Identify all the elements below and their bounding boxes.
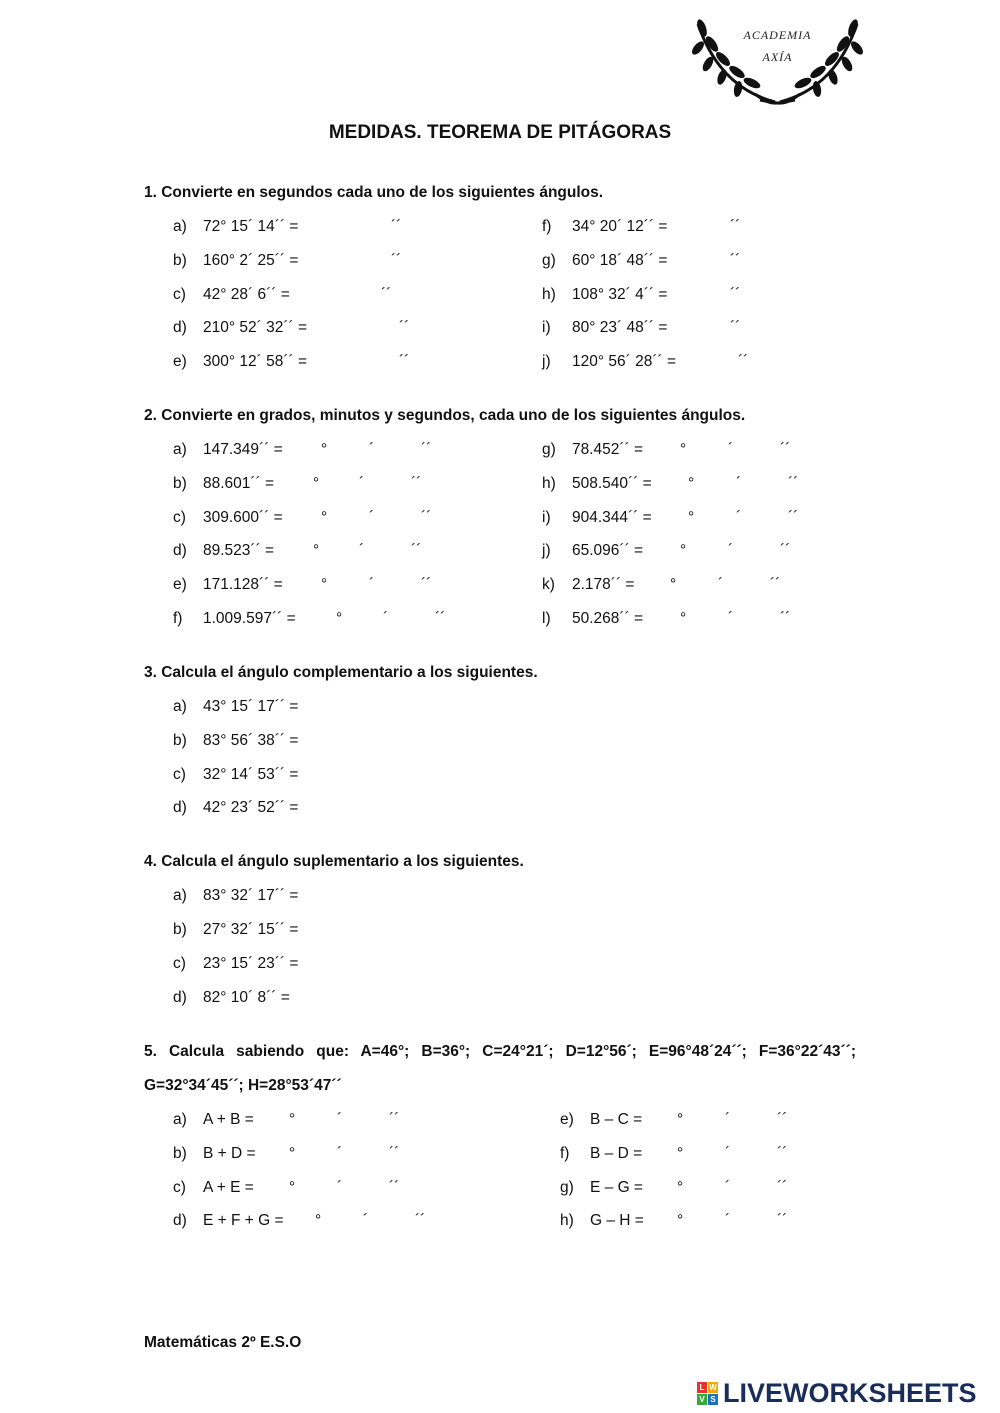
item-expression: 210° 52´ 32´´ = — [203, 319, 307, 336]
second-mark: ´´ — [435, 610, 446, 627]
item-label: i) — [542, 319, 551, 336]
second-mark: ´´ — [421, 441, 432, 458]
minute-mark: ´ — [718, 576, 724, 593]
item-label: e) — [173, 576, 187, 593]
answer-seconds-mark: ´´ — [399, 319, 410, 336]
item-expression: 42° 23´ 52´´ = — [203, 799, 299, 816]
degree-mark: ° — [670, 576, 677, 593]
item-expression: 300° 12´ 58´´ = — [203, 353, 307, 370]
minute-mark: ´ — [725, 1212, 731, 1229]
item-label: a) — [173, 698, 187, 715]
question-5-title — [144, 1035, 856, 1103]
question-3-title: 3. Calcula el ángulo complementario a los siguientes. — [144, 664, 538, 681]
liveworksheets-logo-icon — [697, 1382, 719, 1406]
item-expression: 89.523´´ = — [203, 542, 275, 559]
item-label: d) — [173, 799, 187, 816]
degree-mark: ° — [321, 509, 328, 526]
item-label: e) — [560, 1111, 574, 1128]
item-label: h) — [542, 286, 556, 303]
item-label: g) — [542, 252, 556, 269]
degree-mark: ° — [688, 509, 695, 526]
answer-seconds-mark: ´´ — [381, 286, 392, 303]
degree-mark: ° — [680, 441, 687, 458]
item-label: f) — [560, 1145, 570, 1162]
minute-mark: ´ — [369, 576, 375, 593]
answer-seconds-mark: ´´ — [399, 353, 410, 370]
second-mark: ´´ — [780, 610, 791, 627]
minute-mark: ´ — [728, 441, 734, 458]
item-label: c) — [173, 766, 186, 783]
item-expression: 508.540´´ = — [572, 475, 652, 492]
degree-mark: ° — [336, 610, 343, 627]
answer-seconds-mark: ´´ — [730, 286, 741, 303]
liveworksheets-wordmark: LIVEWORKSHEETS — [723, 1378, 977, 1408]
degree-mark: ° — [289, 1145, 296, 1162]
item-label: k) — [542, 576, 555, 593]
item-label: a) — [173, 218, 187, 235]
item-expression: 80° 23´ 48´´ = — [572, 319, 668, 336]
item-label: d) — [173, 989, 187, 1006]
minute-mark: ´ — [337, 1145, 343, 1162]
cube-letter: V — [697, 1394, 707, 1405]
item-expression: 2.178´´ = — [572, 576, 635, 593]
item-expression: E – G = — [590, 1179, 643, 1196]
minute-mark: ´ — [725, 1111, 731, 1128]
second-mark: ´´ — [389, 1179, 400, 1196]
item-expression: 23° 15´ 23´´ = — [203, 955, 299, 972]
item-label: h) — [560, 1212, 574, 1229]
item-expression: 171.128´´ = — [203, 576, 283, 593]
item-expression: B + D = — [203, 1145, 256, 1162]
minute-mark: ´ — [728, 542, 734, 559]
minute-mark: ´ — [363, 1212, 369, 1229]
item-expression: B – C = — [590, 1111, 643, 1128]
item-expression: A + B = — [203, 1111, 254, 1128]
second-mark: ´´ — [770, 576, 781, 593]
item-expression: 65.096´´ = — [572, 542, 644, 559]
item-label: g) — [542, 441, 556, 458]
degree-mark: ° — [677, 1212, 684, 1229]
item-expression: 60° 18´ 48´´ = — [572, 252, 668, 269]
item-expression: 32° 14´ 53´´ = — [203, 766, 299, 783]
page-title: MEDIDAS. TEOREMA DE PITÁGORAS — [328, 122, 672, 143]
second-mark: ´´ — [411, 475, 422, 492]
item-expression: 82° 10´ 8´´ = — [203, 989, 290, 1006]
second-mark: ´´ — [411, 542, 422, 559]
item-label: c) — [173, 1179, 186, 1196]
item-label: b) — [173, 1145, 187, 1162]
item-expression: 43° 15´ 17´´ = — [203, 698, 299, 715]
minute-mark: ´ — [369, 441, 375, 458]
degree-mark: ° — [677, 1179, 684, 1196]
second-mark: ´´ — [788, 475, 799, 492]
minute-mark: ´ — [736, 509, 742, 526]
item-label: l) — [542, 610, 551, 627]
item-expression: 1.009.597´´ = — [203, 610, 296, 627]
item-label: e) — [173, 353, 187, 370]
item-label: j) — [542, 353, 551, 370]
minute-mark: ´ — [369, 509, 375, 526]
degree-mark: ° — [688, 475, 695, 492]
minute-mark: ´ — [725, 1145, 731, 1162]
degree-mark: ° — [321, 441, 328, 458]
answer-seconds-mark: ´´ — [738, 353, 749, 370]
answer-seconds-mark: ´´ — [391, 218, 402, 235]
item-expression: 50.268´´ = — [572, 610, 644, 627]
minute-mark: ´ — [337, 1111, 343, 1128]
item-expression: 78.452´´ = — [572, 441, 644, 458]
second-mark: ´´ — [777, 1179, 788, 1196]
minute-mark: ´ — [728, 610, 734, 627]
item-expression: 83° 32´ 17´´ = — [203, 887, 299, 904]
degree-mark: ° — [680, 542, 687, 559]
item-label: f) — [173, 610, 183, 627]
second-mark: ´´ — [389, 1111, 400, 1128]
degree-mark: ° — [289, 1111, 296, 1128]
item-expression: G – H = — [590, 1212, 644, 1229]
second-mark: ´´ — [421, 576, 432, 593]
item-label: b) — [173, 475, 187, 492]
answer-seconds-mark: ´´ — [730, 218, 741, 235]
second-mark: ´´ — [777, 1111, 788, 1128]
item-expression: 42° 28´ 6´´ = — [203, 286, 290, 303]
item-label: j) — [542, 542, 551, 559]
item-expression: 27° 32´ 15´´ = — [203, 921, 299, 938]
question-4-title: 4. Calcula el ángulo suplementario a los siguientes. — [144, 853, 524, 870]
item-expression: 309.600´´ = — [203, 509, 283, 526]
academia-axia-logo — [690, 14, 865, 106]
item-expression: E + F + G = — [203, 1212, 284, 1229]
item-label: d) — [173, 542, 187, 559]
second-mark: ´´ — [780, 441, 791, 458]
footer-course: Matemáticas 2º E.S.O — [144, 1334, 302, 1351]
item-expression: 160° 2´ 25´´ = — [203, 252, 299, 269]
item-label: c) — [173, 509, 186, 526]
second-mark: ´´ — [415, 1212, 426, 1229]
logo-line-2: AXÍA — [762, 50, 793, 64]
question-5-title-line-2: G=32°34´45´´; H=28°53´47´´ — [144, 1077, 342, 1094]
minute-mark: ´ — [383, 610, 389, 627]
item-label: i) — [542, 509, 551, 526]
second-mark: ´´ — [780, 542, 791, 559]
logo-line-1: ACADEMIA — [743, 28, 812, 42]
item-expression: 147.349´´ = — [203, 441, 283, 458]
item-expression: 83° 56´ 38´´ = — [203, 732, 299, 749]
item-label: a) — [173, 441, 187, 458]
answer-seconds-mark: ´´ — [730, 252, 741, 269]
second-mark: ´´ — [777, 1212, 788, 1229]
item-expression: A + E = — [203, 1179, 254, 1196]
minute-mark: ´ — [359, 475, 365, 492]
degree-mark: ° — [680, 610, 687, 627]
cube-letter: W — [709, 1383, 717, 1392]
degree-mark: ° — [677, 1111, 684, 1128]
degree-mark: ° — [315, 1212, 322, 1229]
item-label: c) — [173, 286, 186, 303]
item-label: c) — [173, 955, 186, 972]
item-label: b) — [173, 732, 187, 749]
degree-mark: ° — [677, 1145, 684, 1162]
question-5-title-line-1: 5. Calcula sabiendo que: A=46°; B=36°; C=24°21´; D=12°56´; E=96°48´24´´; F=36°22´43´´; — [144, 1043, 856, 1060]
answer-seconds-mark: ´´ — [391, 252, 402, 269]
second-mark: ´´ — [788, 509, 799, 526]
item-label: f) — [542, 218, 552, 235]
item-label: d) — [173, 1212, 187, 1229]
minute-mark: ´ — [736, 475, 742, 492]
degree-mark: ° — [321, 576, 328, 593]
item-expression: 108° 32´ 4´´ = — [572, 286, 668, 303]
item-label: b) — [173, 921, 187, 938]
answer-seconds-mark: ´´ — [730, 319, 741, 336]
cube-letter: L — [697, 1382, 707, 1393]
item-label: h) — [542, 475, 556, 492]
item-expression: B – D = — [590, 1145, 643, 1162]
item-expression: 120° 56´ 28´´ = — [572, 353, 676, 370]
minute-mark: ´ — [337, 1179, 343, 1196]
cube-letter: S — [708, 1394, 718, 1405]
item-label: d) — [173, 319, 187, 336]
item-expression: 88.601´´ = — [203, 475, 275, 492]
second-mark: ´´ — [389, 1145, 400, 1162]
question-1-title: 1. Convierte en segundos cada uno de los siguientes ángulos. — [144, 184, 604, 201]
item-label: a) — [173, 887, 187, 904]
minute-mark: ´ — [725, 1179, 731, 1196]
degree-mark: ° — [289, 1179, 296, 1196]
minute-mark: ´ — [359, 542, 365, 559]
item-label: b) — [173, 252, 187, 269]
item-label: g) — [560, 1179, 574, 1196]
item-expression: 72° 15´ 14´´ = — [203, 218, 299, 235]
second-mark: ´´ — [777, 1145, 788, 1162]
item-expression: 904.344´´ = — [572, 509, 652, 526]
question-2-title: 2. Convierte en grados, minutos y segundos, cada uno de los siguientes ángulos. — [144, 407, 746, 424]
degree-mark: ° — [313, 542, 320, 559]
degree-mark: ° — [313, 475, 320, 492]
second-mark: ´´ — [421, 509, 432, 526]
item-expression: 34° 20´ 12´´ = — [572, 218, 668, 235]
item-label: a) — [173, 1111, 187, 1128]
